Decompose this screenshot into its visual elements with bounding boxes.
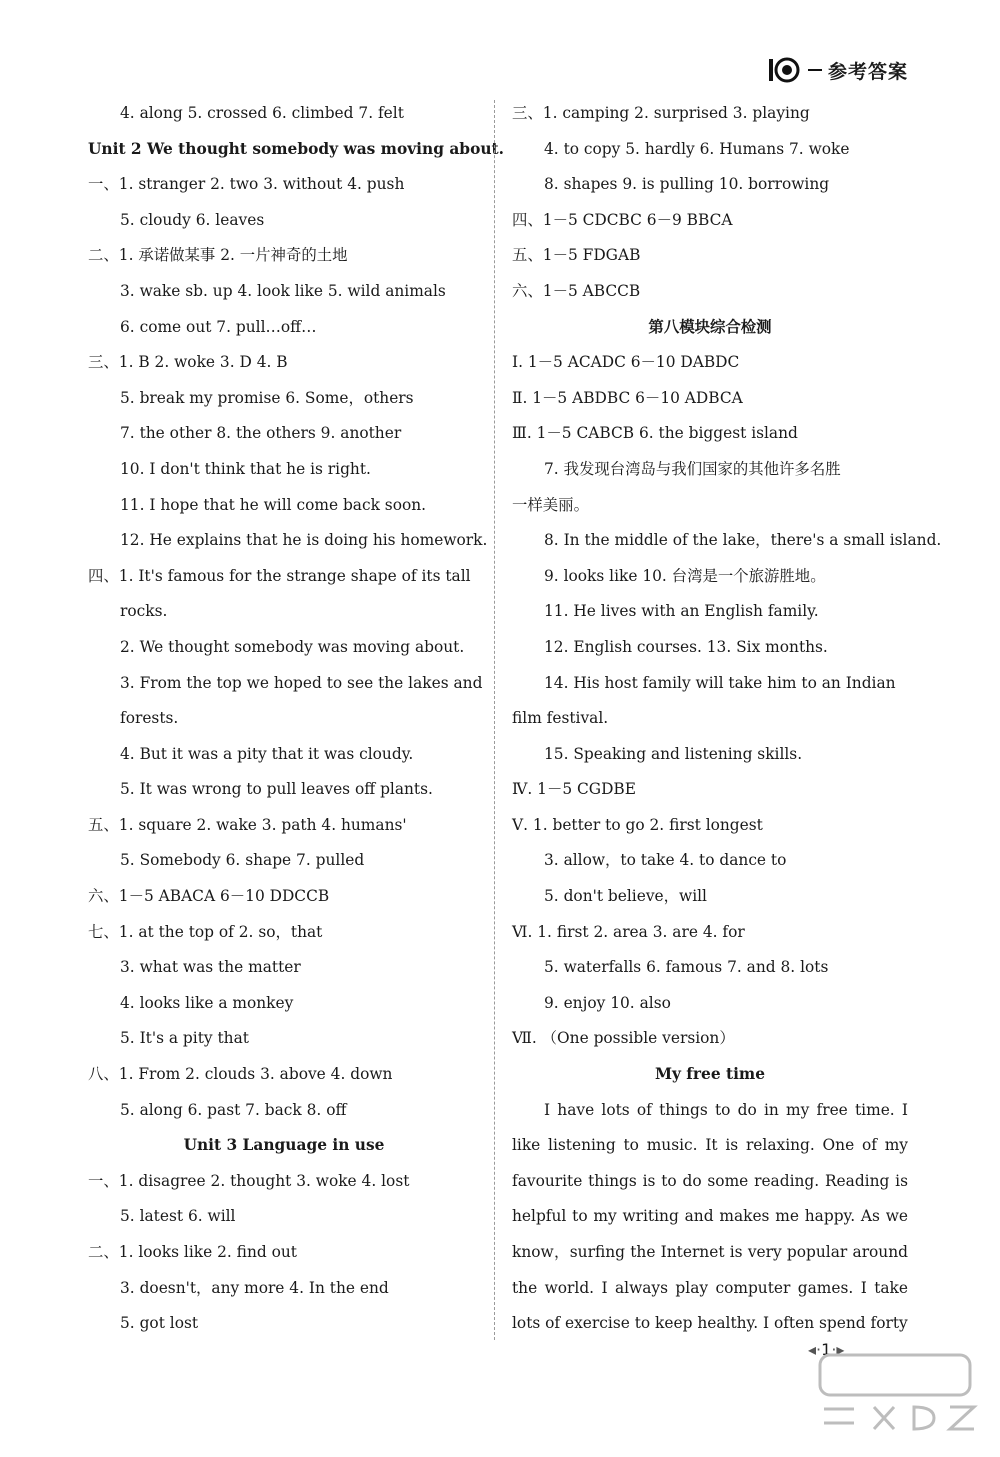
answer-line: 3. what was the matter bbox=[120, 958, 301, 977]
right-column bbox=[512, 96, 942, 1342]
answer-line: 3. allow，to take 4. to dance to bbox=[544, 851, 787, 870]
answer-line: Ⅰ. 1－5 ACADC 6－10 DABDC bbox=[512, 353, 740, 372]
header-title: 参考答案 bbox=[827, 60, 908, 83]
right-answer-lines bbox=[512, 96, 942, 1093]
section-heading: My free time bbox=[654, 1065, 766, 1084]
answer-line: 5. It was wrong to pull leaves off plants. bbox=[120, 780, 433, 799]
page-header bbox=[768, 52, 908, 88]
answer-line: 4. looks like a monkey bbox=[120, 993, 294, 1012]
answer-line: 11. I hope that he will come back soon. bbox=[120, 495, 427, 514]
answer-line: Ⅵ. 1. first 2. area 3. are 4. for bbox=[512, 922, 745, 941]
answer-line: 四、1－5 CDCBC 6－9 BBCA bbox=[512, 210, 733, 229]
answer-line: 八、1. From 2. clouds 3. above 4. down bbox=[88, 1065, 393, 1084]
section-heading: 第八模块综合检测 bbox=[648, 317, 772, 336]
answer-line: 15. Speaking and listening skills. bbox=[544, 744, 803, 763]
watermark-logo bbox=[814, 1347, 984, 1437]
answer-line: 三、1. camping 2. surprised 3. playing bbox=[512, 104, 810, 122]
answer-line: 3. From the top we hoped to see the lakes and bbox=[120, 673, 483, 692]
answer-line: 七、1. at the top of 2. so，that bbox=[88, 922, 323, 941]
answer-line: 5. waterfalls 6. famous 7. and 8. lots bbox=[544, 958, 829, 977]
answer-line: 5. don't believe，will bbox=[544, 887, 707, 906]
section-heading: Unit 3 Language in use bbox=[183, 1136, 385, 1155]
answer-line: 12. English courses. 13. Six months. bbox=[544, 637, 828, 656]
answer-line: forests. bbox=[120, 709, 179, 728]
answer-line: 六、1－5 ABACA 6－10 DDCCB bbox=[88, 887, 330, 906]
answer-line: 5. along 6. past 7. back 8. off bbox=[120, 1100, 347, 1119]
section-heading: Unit 2 We thought somebody was moving about. bbox=[88, 139, 504, 158]
answer-line: 五、1. square 2. wake 3. path 4. humans' bbox=[88, 815, 407, 834]
answer-line: Ⅳ. 1－5 CGDBE bbox=[512, 780, 636, 799]
answer-line: 8. shapes 9. is pulling 10. borrowing bbox=[544, 175, 830, 194]
answer-line: 8. In the middle of the lake，there's a small island. bbox=[544, 531, 942, 550]
answer-line: 一、1. stranger 2. two 3. without 4. push bbox=[88, 175, 405, 194]
answer-line: film festival. bbox=[512, 709, 609, 728]
answer-line: 9. enjoy 10. also bbox=[544, 993, 671, 1012]
answer-line: 2. We thought somebody was moving about. bbox=[120, 637, 465, 656]
essay-paragraph: I have lots of things to do in my free time. I like listening to music. It is relaxing. One of my favourite things is to do some reading. Reading is helpful to my writing and makes me happy. As we know，surfing the Internet is very popular around the world. I always play computer games. I take lots of exercise to keep healthy. I often spend forty bbox=[512, 1100, 908, 1333]
answer-line: Ⅶ. （One possible version） bbox=[512, 1029, 735, 1048]
answer-line: 二、1. looks like 2. find out bbox=[88, 1243, 297, 1261]
page-number-value: 1 bbox=[821, 1340, 832, 1359]
answer-line: 5. got lost bbox=[120, 1314, 199, 1333]
answer-line: 5. break my promise 6. Some，others bbox=[120, 388, 414, 407]
answer-line: 二、1. 承诺做某事 2. 一片神奇的土地 bbox=[88, 246, 348, 265]
answer-line: 三、1. B 2. woke 3. D 4. B bbox=[88, 353, 288, 372]
answer-line: Ⅲ. 1－5 CABCB 6. the biggest island bbox=[512, 424, 798, 443]
answer-line: 7. 我发现台湾岛与我们国家的其他许多名胜 bbox=[544, 459, 841, 478]
answer-line: 9. looks like 10. 台湾是一个旅游胜地。 bbox=[544, 566, 826, 585]
answer-line: 一、1. disagree 2. thought 3. woke 4. lost bbox=[88, 1171, 410, 1190]
answer-line: 3. wake sb. up 4. look like 5. wild animals bbox=[120, 281, 446, 300]
left-column bbox=[88, 96, 504, 1342]
answer-line: 10. I don't think that he is right. bbox=[120, 459, 371, 478]
answer-line: 5. latest 6. will bbox=[120, 1207, 236, 1226]
header-rule bbox=[808, 69, 822, 71]
answer-line: 12. He explains that he is doing his homework. bbox=[120, 531, 488, 550]
answer-line: 4. to copy 5. hardly 6. Humans 7. woke bbox=[544, 139, 850, 158]
answer-line: 5. Somebody 6. shape 7. pulled bbox=[120, 851, 365, 870]
answer-line: 6. come out 7. pull…off… bbox=[120, 317, 317, 336]
answer-line: 7. the other 8. the others 9. another bbox=[120, 424, 402, 443]
answer-line: 一样美丽。 bbox=[512, 495, 589, 514]
answer-line: rocks. bbox=[120, 602, 168, 621]
page-number-decoration: ◂· bbox=[808, 1340, 822, 1359]
dot-logo-icon bbox=[768, 56, 802, 84]
answer-line: 11. He lives with an English family. bbox=[544, 602, 819, 621]
answer-line: Ⅴ. 1. better to go 2. first longest bbox=[512, 815, 763, 834]
page-number-decoration-right: ·▸ bbox=[831, 1340, 845, 1359]
answer-line: 14. His host family will take him to an Indian bbox=[544, 673, 896, 692]
answer-line: 5. It's a pity that bbox=[120, 1029, 249, 1048]
answer-line: 六、1－5 ABCCB bbox=[512, 281, 641, 300]
answer-line: 4. along 5. crossed 6. climbed 7. felt bbox=[120, 104, 404, 122]
answer-line: 五、1－5 FDGAB bbox=[512, 246, 641, 265]
answer-line: 3. doesn't，any more 4. In the end bbox=[120, 1278, 389, 1297]
answer-line: Ⅱ. 1－5 ABDBC 6－10 ADBCA bbox=[512, 388, 743, 407]
column-divider bbox=[494, 100, 495, 1340]
answer-line: 4. But it was a pity that it was cloudy. bbox=[120, 744, 414, 763]
answer-line: 5. cloudy 6. leaves bbox=[120, 210, 265, 229]
answer-line: 四、1. It's famous for the strange shape of its tall bbox=[88, 566, 471, 585]
